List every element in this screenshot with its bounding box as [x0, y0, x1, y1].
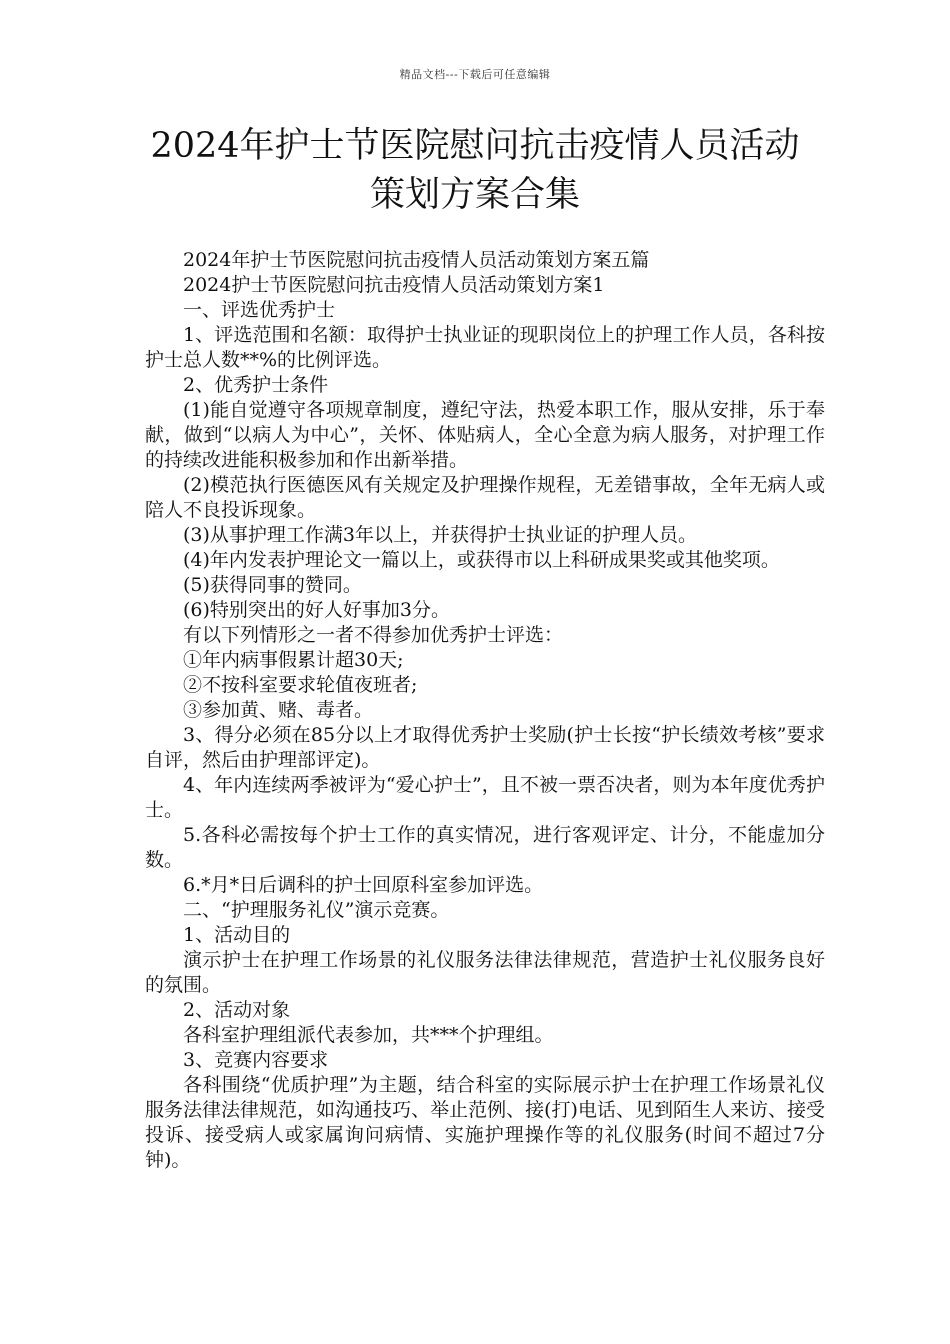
paragraph: 有以下列情形之一者不得参加优秀护士评选： [183, 624, 564, 646]
paragraph: 2024年护士节医院慰问抗击疫情人员活动策划方案五篇 [183, 249, 650, 271]
section-heading: 二、“护理服务礼仪”演示竞赛。 [183, 899, 450, 921]
subsection-heading: 2、活动对象 [183, 999, 291, 1021]
paragraph: (5)获得同事的赞同。 [183, 574, 362, 596]
subsection-heading: 3、竞赛内容要求 [183, 1049, 329, 1071]
paragraph: 3、得分必须在85分以上才取得优秀护士奖励(护士长按“护长绩效考核”要求自评，然后由护理部评定)。 [145, 724, 825, 771]
title-line-1: 2024年护士节医院慰问抗击疫情人员活动 [150, 126, 800, 166]
subsection-heading: 2、优秀护士条件 [183, 374, 329, 396]
paragraph: 各科室护理组派代表参加，共***个护理组。 [183, 1024, 554, 1046]
paragraph: 4、年内连续两季被评为“爱心护士”，且不被一票否决者，则为本年度优秀护士。 [145, 774, 825, 821]
section-heading: 一、评选优秀护士 [183, 299, 336, 321]
title-line-2: 策划方案合集 [369, 175, 580, 215]
paragraph: 5.各科必需按每个护士工作的真实情况，进行客观评定、计分，不能虚加分数。 [145, 824, 825, 871]
paragraph: (1)能自觉遵守各项规章制度，遵纪守法，热爱本职工作，服从安排，乐于奉献，做到“以病人为中心”，关怀、体贴病人，全心全意为病人服务，对护理工作的持续改进能积极参加和作出新举措。 [145, 399, 825, 471]
paragraph: (2)模范执行医德医风有关规定及护理操作规程，无差错事故，全年无病人或陪人不良投诉现象。 [145, 474, 825, 521]
list-item: ②不按科室要求轮值夜班者; [183, 674, 418, 696]
paragraph: 各科围绕“优质护理”为主题，结合科室的实际展示护士在护理工作场景礼仪服务法律法律规范，如沟通技巧、举止范例、接(打)电话、见到陌生人来访、接受投诉、接受病人或家属询问病情、实施护理操作等的礼仪服务(时间不超过7分钟)。 [145, 1074, 825, 1171]
subsection-heading: 1、活动目的 [183, 924, 291, 946]
paragraph: 6.*月*日后调科的护士回原科室参加评选。 [183, 874, 544, 896]
paragraph: (6)特别突出的好人好事加3分。 [183, 599, 451, 621]
paragraph: 2024护士节医院慰问抗击疫情人员活动策划方案1 [183, 274, 605, 296]
paragraph: 1、评选范围和名额：取得护士执业证的现职岗位上的护理工作人员，各科按护士总人数**%的比例评选。 [145, 324, 825, 371]
document-body [145, 248, 825, 1173]
header-note: 精品文档---下载后可任意编辑 [399, 68, 551, 81]
list-item: ③参加黄、赌、毒者。 [183, 699, 374, 721]
paragraph: 演示护士在护理工作场景的礼仪服务法律法律规范，营造护士礼仪服务良好的氛围。 [145, 949, 825, 996]
paragraph: (4)年内发表护理论文一篇以上，或获得市以上科研成果奖或其他奖项。 [183, 549, 780, 571]
paragraph: (3)从事护理工作满3年以上，并获得护士执业证的护理人员。 [183, 524, 698, 546]
document-title [100, 122, 850, 220]
list-item: ①年内病事假累计超30天; [183, 649, 404, 671]
